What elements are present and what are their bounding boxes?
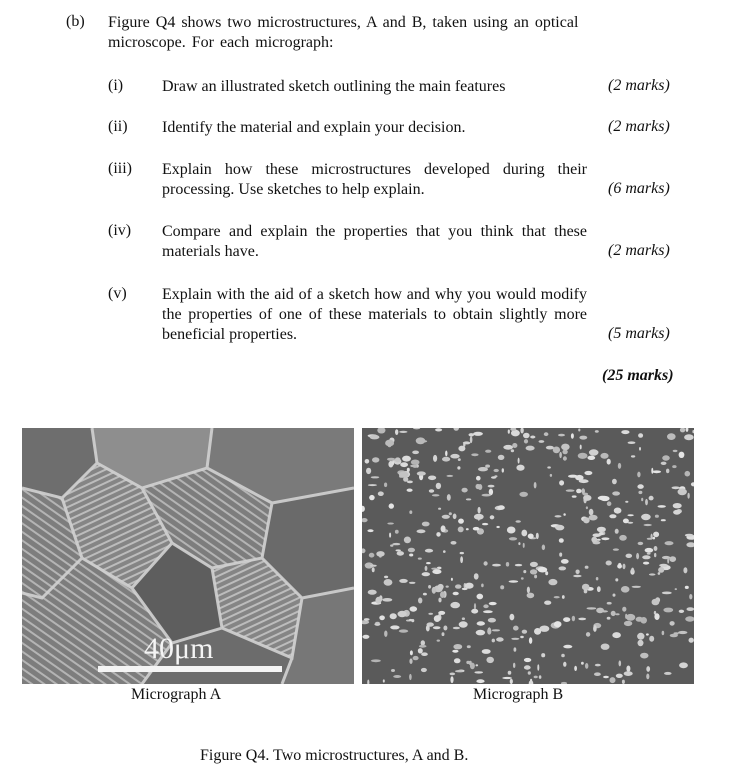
question-label: (b) — [66, 13, 85, 30]
item-number: (iii) — [108, 160, 132, 177]
item-marks: (5 marks) — [608, 325, 670, 342]
item-number: (iv) — [108, 222, 132, 239]
item-number: (v) — [108, 285, 127, 302]
micrograph-b — [362, 428, 694, 684]
item-text: Explain with the aid of a sketch how and why you would modify the properties of one of these materials to obtain slightly more beneficial properties. — [162, 286, 587, 343]
item-marks: (2 marks) — [608, 242, 670, 259]
item-text: Draw an illustrated sketch outlining the main features — [162, 78, 506, 95]
micrograph-a-caption: Micrograph A — [131, 686, 222, 703]
micrograph-b-image — [362, 428, 694, 684]
scale-bar-label: 40μm — [144, 632, 214, 665]
total-marks: (25 marks) — [602, 367, 674, 384]
item-number: (i) — [108, 77, 124, 94]
item-text: Explain how these microstructures developed during their processing. Use sketches to help explain. — [162, 161, 587, 198]
item-text: Compare and explain the properties that you think that these materials have. — [162, 223, 587, 260]
item-marks: (2 marks) — [608, 118, 670, 135]
item-marks: (2 marks) — [608, 77, 670, 94]
item-text: Identify the material and explain your decision. — [162, 119, 466, 136]
micrograph-a — [22, 428, 354, 684]
item-marks: (6 marks) — [608, 180, 670, 197]
figure-caption: Figure Q4. Two microstructures, A and B. — [200, 747, 469, 764]
question-intro: Figure Q4 shows two microstructures, A and B, taken using an optical microscope. For each micrograph: — [108, 14, 579, 51]
item-number: (ii) — [108, 118, 128, 135]
micrograph-a-image — [22, 428, 354, 684]
micrograph-b-caption: Micrograph B — [473, 686, 564, 703]
